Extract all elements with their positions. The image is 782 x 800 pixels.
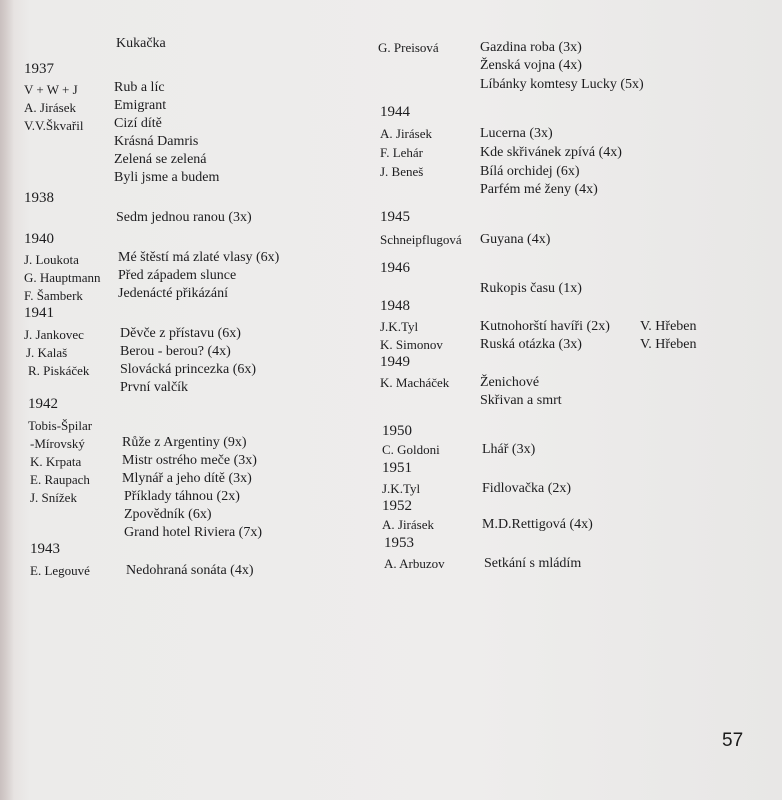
- year-heading: 1938: [24, 190, 54, 206]
- entry-title: Lhář (3x): [482, 442, 536, 457]
- year-heading: 1952: [382, 498, 412, 514]
- entry-author: F. Šamberk: [24, 288, 83, 303]
- entry-title: Grand hotel Riviera (7x): [124, 525, 263, 540]
- entry-title: Rukopis času (1x): [480, 281, 582, 296]
- entry-title: Berou - berou? (4x): [120, 344, 231, 359]
- entry-title: Mistr ostrého meče (3x): [122, 453, 257, 468]
- entry-author: -Mírovský: [30, 436, 85, 451]
- entry-title: Fidlovačka (2x): [482, 481, 572, 496]
- year-heading: 1948: [380, 298, 410, 314]
- entry-title: Setkání s mládím: [484, 556, 582, 571]
- entry-author: J.K.Tyl: [382, 481, 421, 496]
- entry-title: Nedohraná sonáta (4x): [126, 563, 254, 578]
- entry-title: Zelená se zelená: [114, 152, 207, 167]
- entry-title: Ženichové: [480, 375, 540, 390]
- entry-title: Sedm jednou ranou (3x): [116, 210, 252, 225]
- entry-author: Schneipflugová: [380, 232, 462, 247]
- entry-author: C. Goldoni: [382, 442, 440, 457]
- entry-title: Růže z Argentiny (9x): [122, 435, 247, 450]
- entry-title: První valčík: [120, 380, 189, 395]
- entry-title: Lucerna (3x): [480, 126, 553, 141]
- entry-author: G. Preisová: [378, 40, 439, 55]
- year-heading: 1946: [380, 260, 410, 276]
- year-heading: 1951: [382, 460, 412, 476]
- year-heading: 1944: [380, 104, 410, 120]
- entry-author: K. Krpata: [30, 454, 82, 469]
- entry-author: Tobis-Špilar: [28, 418, 93, 433]
- entry-title: Parfém mé ženy (4x): [480, 182, 598, 197]
- entry-title: Mlynář a jeho dítě (3x): [122, 471, 252, 486]
- entry-title: Ženská vojna (4x): [480, 58, 582, 73]
- entry-author: A. Jirásek: [382, 517, 434, 532]
- year-heading: 1942: [28, 396, 58, 412]
- entry-title: Ruská otázka (3x): [480, 337, 582, 352]
- entry-author: J.K.Tyl: [380, 319, 419, 334]
- year-heading: 1937: [24, 61, 54, 77]
- entry-author: J. Loukota: [24, 252, 79, 267]
- entry-title: Guyana (4x): [480, 232, 551, 247]
- entry-title: Mé štěstí má zlaté vlasy (6x): [118, 250, 280, 265]
- entry-author: E. Legouvé: [30, 563, 90, 578]
- entry-author: G. Hauptmann: [24, 270, 101, 285]
- section-heading: Kukačka: [116, 36, 166, 51]
- entry-author: V.V.Škvařil: [24, 118, 84, 133]
- entry-title: Jedenácté přikázání: [118, 286, 228, 301]
- entry-author: J. Snížek: [30, 490, 77, 505]
- page-number: 57: [722, 730, 744, 751]
- entry-author: J. Beneš: [380, 164, 424, 179]
- entry-author: J. Jankovec: [24, 327, 84, 342]
- entry-title: Slovácká princezka (6x): [120, 362, 257, 377]
- year-heading: 1945: [380, 209, 410, 225]
- entry-title: Zpovědník (6x): [124, 507, 212, 522]
- entry-author: K. Simonov: [380, 337, 443, 352]
- entry-title: Byli jsme a budem: [114, 170, 220, 185]
- page-gutter-shadow: [0, 0, 14, 800]
- entry-author: F. Lehár: [380, 145, 423, 160]
- entry-author: R. Piskáček: [28, 363, 90, 378]
- entry-director: V. Hřeben: [640, 337, 697, 352]
- entry-title: Kde skřivánek zpívá (4x): [480, 145, 622, 160]
- entry-title: Gazdina roba (3x): [480, 40, 582, 55]
- entry-director: V. Hřeben: [640, 319, 697, 334]
- year-heading: 1949: [380, 354, 410, 370]
- year-heading: 1941: [24, 305, 54, 321]
- entry-title: Před západem slunce: [118, 268, 237, 283]
- entry-title: Bílá orchidej (6x): [480, 164, 580, 179]
- entry-title: Příklady táhnou (2x): [124, 489, 240, 504]
- entry-author: A. Jirásek: [24, 100, 76, 115]
- entry-author: A. Jirásek: [380, 126, 432, 141]
- entry-author: V + W + J: [24, 82, 78, 97]
- year-heading: 1943: [30, 541, 60, 557]
- entry-title: Krásná Damris: [114, 134, 199, 149]
- entry-author: E. Raupach: [30, 472, 90, 487]
- year-heading: 1940: [24, 231, 54, 247]
- entry-author: K. Macháček: [380, 375, 450, 390]
- entry-title: Emigrant: [114, 98, 167, 113]
- entry-title: Skřivan a smrt: [480, 393, 562, 408]
- entry-author: J. Kalaš: [26, 345, 68, 360]
- entry-title: Líbánky komtesy Lucky (5x): [480, 77, 644, 92]
- entry-title: Kutnohorští havíři (2x): [480, 319, 610, 334]
- year-heading: 1950: [382, 423, 412, 439]
- entry-title: M.D.Rettigová (4x): [482, 517, 593, 532]
- entry-title: Cizí dítě: [114, 116, 162, 131]
- entry-author: A. Arbuzov: [384, 556, 445, 571]
- entry-title: Rub a líc: [114, 80, 165, 95]
- year-heading: 1953: [384, 535, 414, 551]
- entry-title: Děvče z přístavu (6x): [120, 326, 241, 341]
